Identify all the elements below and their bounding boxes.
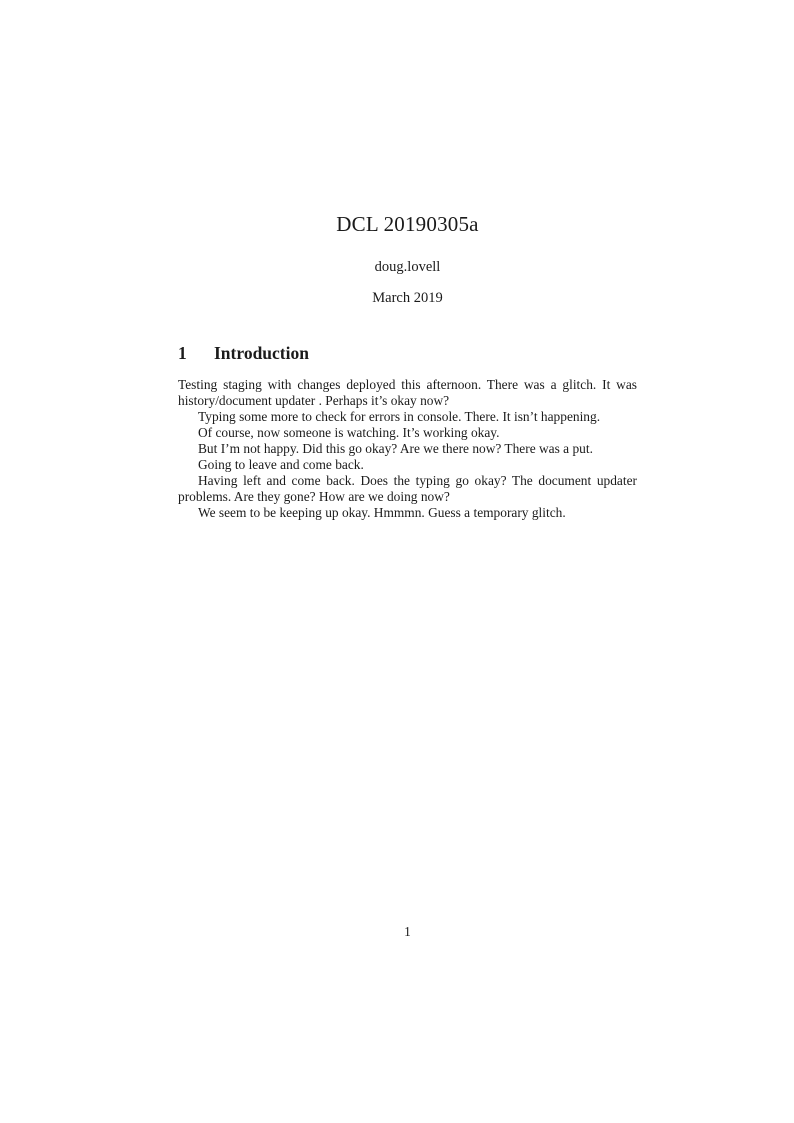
section-number: 1 [178,343,187,363]
text-block [178,0,637,521]
paragraph-4: But I’m not happy. Did this go okay? Are we there now? There was a put. [198,441,593,456]
paragraph-1: Testing staging with changes deployed this afternoon. There was a glitch. It was history/document updater . Perhaps it’s okay now? [178,377,637,408]
paragraph-2: Typing some more to check for errors in console. There. It isn’t happening. [198,409,601,424]
page-number: 1 [404,924,411,939]
document-date: March 2019 [372,290,443,306]
paragraph-6: Having left and come back. Does the typing go okay? The document updater problems. Are they gone? How are we doing now? [178,473,637,504]
document-author: doug.lovell [374,259,441,275]
paragraph-3: Of course, now someone is watching. It’s working okay. [198,425,500,440]
document-title: DCL 20190305a [336,212,479,236]
section-title: Introduction [214,343,309,363]
paragraph-5: Going to leave and come back. [198,457,364,472]
section-body [178,377,637,521]
section-heading [178,343,637,363]
paragraph-7: We seem to be keeping up okay. Hmmmn. Guess a temporary glitch. [198,505,566,520]
